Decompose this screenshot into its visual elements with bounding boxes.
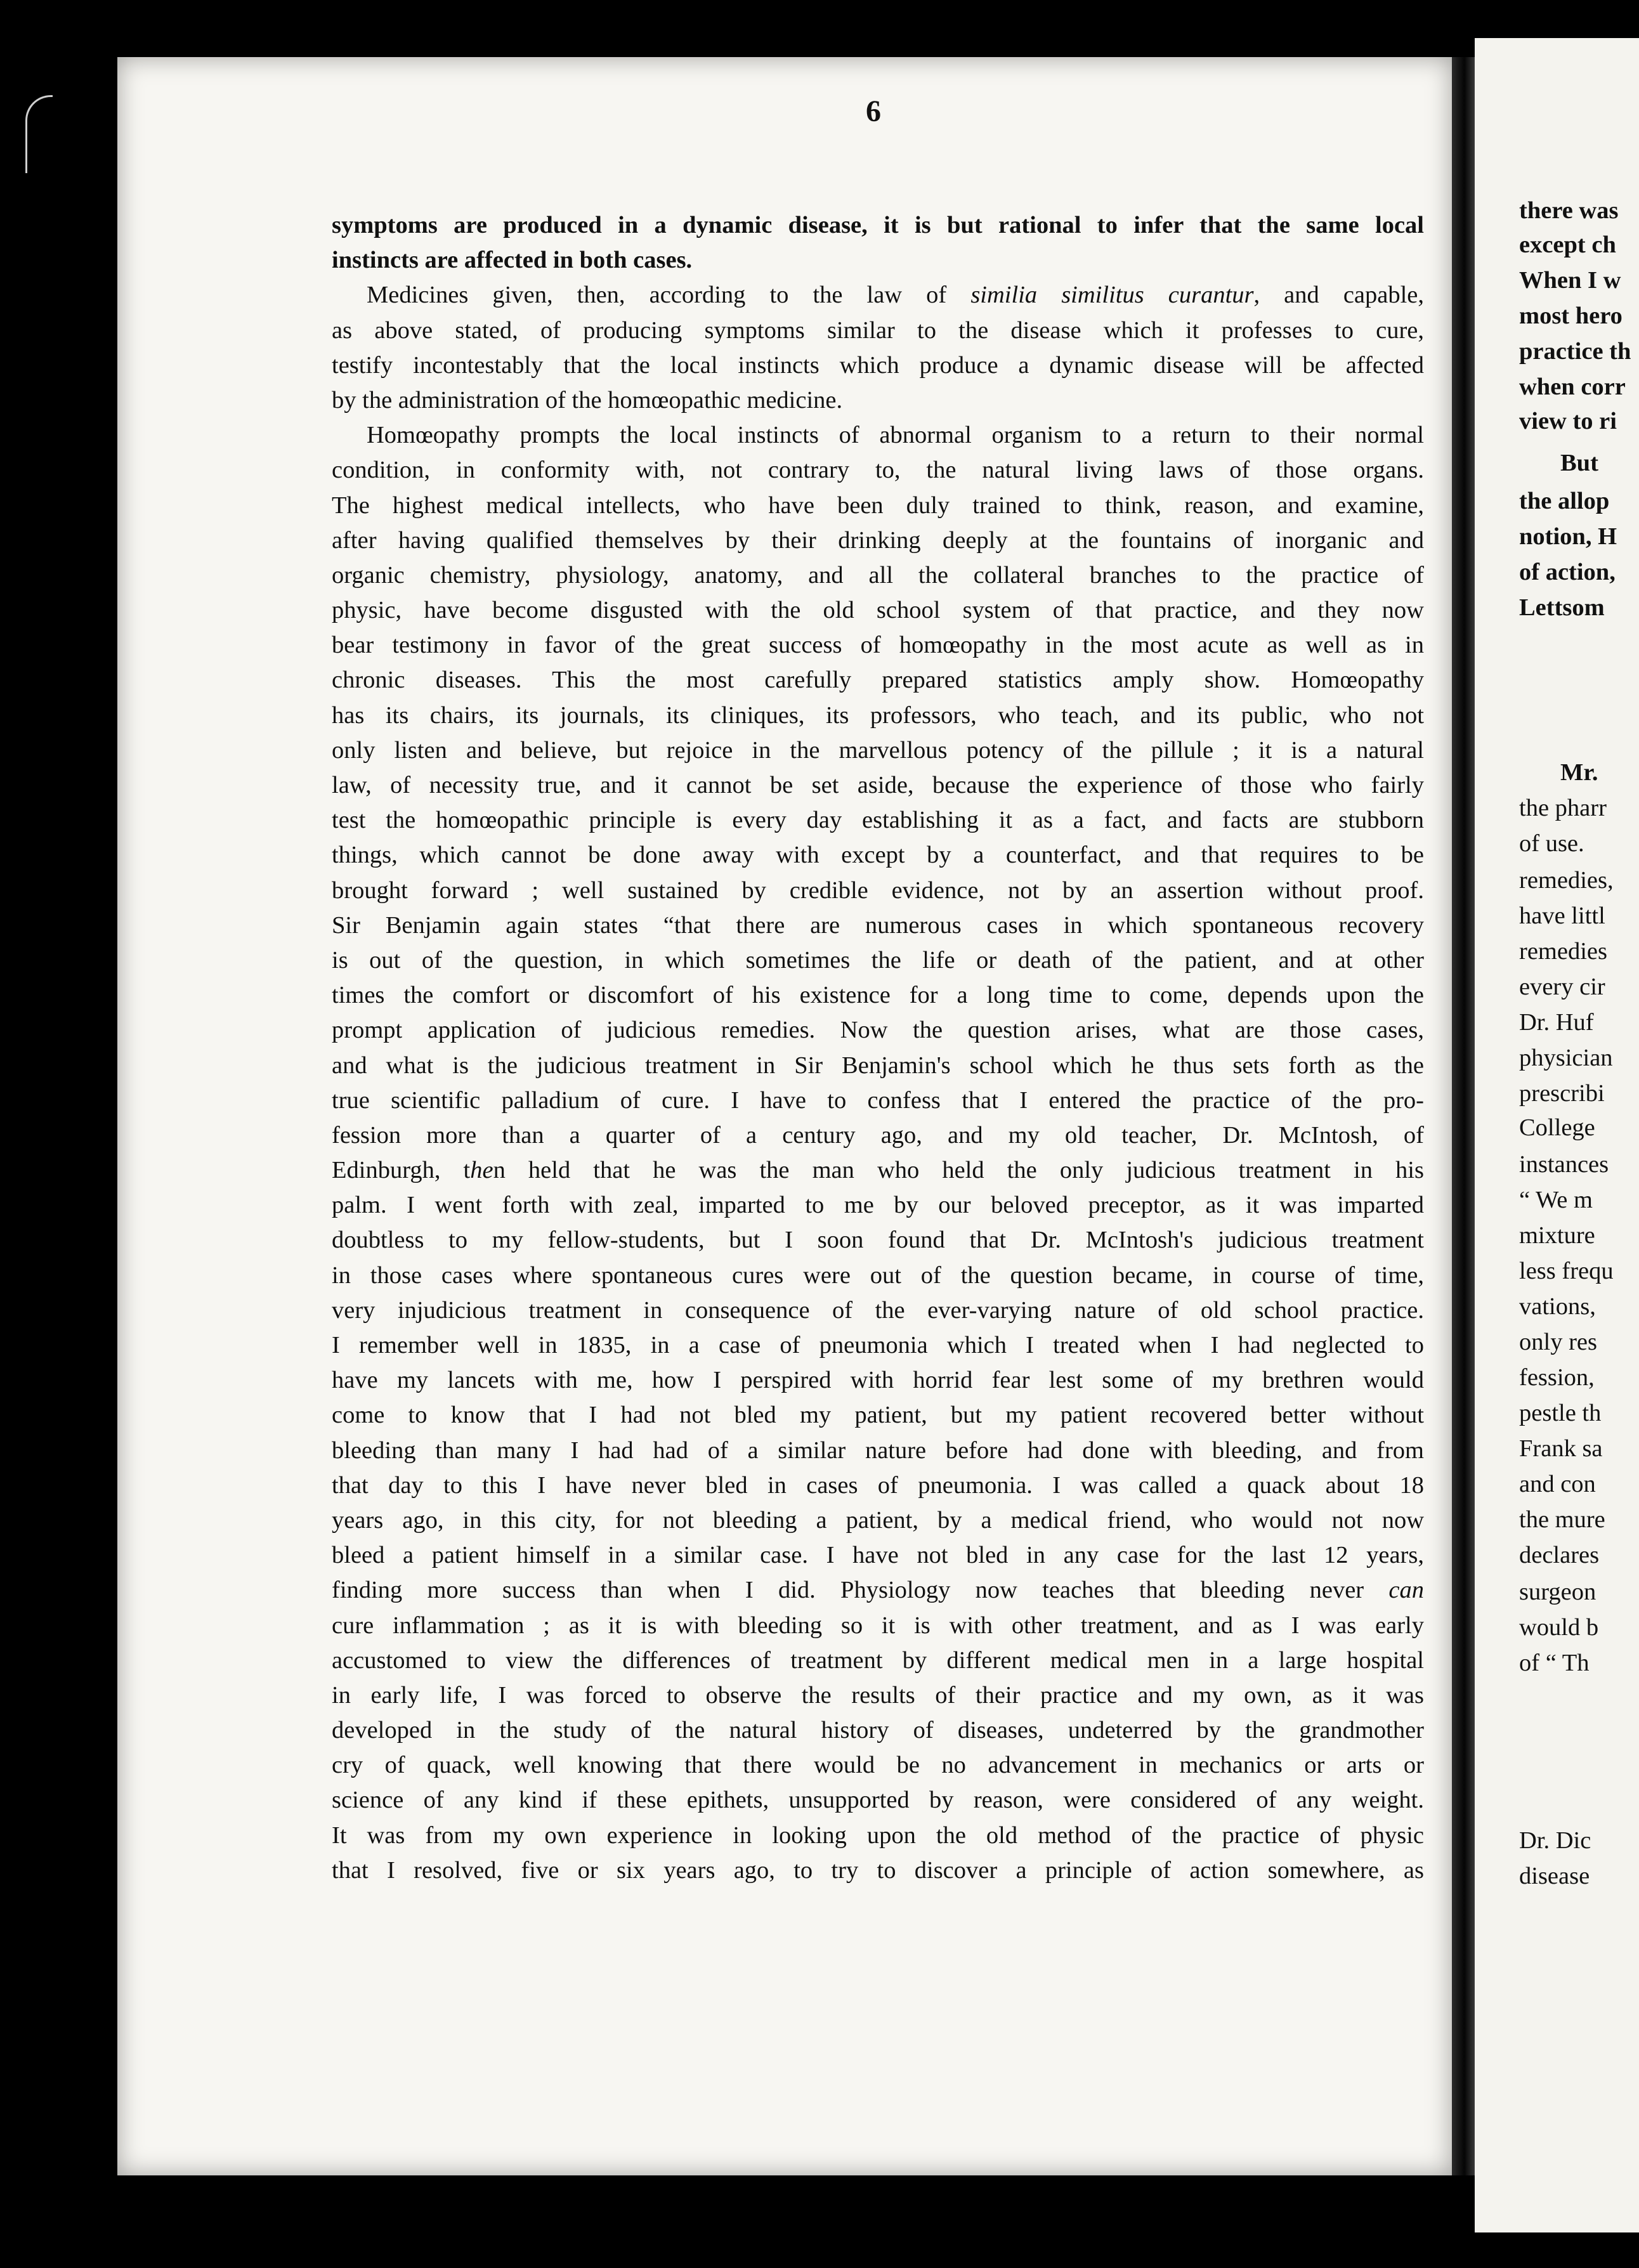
right-page-line: Dr. Huf: [1519, 1009, 1594, 1036]
right-page-line: have littl: [1519, 903, 1605, 929]
text-line: Homœopathy prompts the local instincts of abnormal organism to a return to their normal: [367, 422, 1424, 449]
right-page-line: the allop: [1519, 488, 1610, 514]
text-line: accustomed to view the differences of treatment by different medical men in a large hospital: [332, 1646, 1424, 1674]
right-page-line: when corr: [1519, 374, 1626, 400]
text-line: only listen and believe, but rejoice in the marvellous potency of the pillule ; it is a natural: [332, 736, 1424, 764]
right-page-line: prescribi: [1519, 1080, 1605, 1107]
right-page-line: every cir: [1519, 974, 1605, 1000]
text-line: as above stated, of producing symptoms similar to the disease which it professes to cure,: [332, 316, 1424, 344]
text-line: after having qualified themselves by their drinking deeply at the fountains of inorganic and: [332, 526, 1424, 554]
right-page-line: less frequ: [1519, 1258, 1614, 1284]
text-line: Medicines given, then, according to the law of similia similitus curantur, and capable,: [367, 282, 1424, 309]
right-page-line: only res: [1519, 1329, 1597, 1355]
text-line: Edinburgh, then held that he was the man who held the only judicious treatment in his: [332, 1157, 1424, 1184]
right-page-line: College: [1519, 1114, 1595, 1141]
right-page-line: “ We m: [1519, 1187, 1593, 1213]
main-text-block: [332, 208, 1424, 1888]
page-number: 6: [866, 94, 881, 128]
text-line: chronic diseases. This the most carefully prepared statistics amply show. Homœopathy: [332, 667, 1424, 694]
right-page-line: Frank sa: [1519, 1435, 1603, 1462]
text-line: has its chairs, its journals, its cliniques, its professors, who teach, and its public, who not: [332, 701, 1424, 729]
text-line: that day to this I have never bled in cases of pneumonia. I was called a quack about 18: [332, 1471, 1424, 1499]
text-line: condition, in conformity with, not contrary to, the natural living laws of those organs.: [332, 457, 1424, 484]
text-line: by the administration of the homœopathic medicine.: [332, 386, 843, 414]
right-page-line: the pharr: [1519, 795, 1607, 821]
right-page-line: declares: [1519, 1542, 1600, 1568]
right-page-line: Dr. Dic: [1519, 1827, 1591, 1854]
text-line: times the comfort or discomfort of his existence for a long time to come, depends upon the: [332, 982, 1424, 1009]
text-line: finding more success than when I did. Physiology now teaches that bleeding never can: [332, 1577, 1424, 1604]
text-line: years ago, in this city, for not bleeding a patient, by a medical friend, who would not now: [332, 1506, 1424, 1534]
right-page-line: would b: [1519, 1614, 1599, 1641]
right-page-line: instances: [1519, 1151, 1609, 1178]
text-line: brought forward ; well sustained by credible evidence, not by an assertion without proof.: [332, 877, 1424, 904]
right-page-line: of “ Th: [1519, 1650, 1590, 1676]
right-page-line: vations,: [1519, 1293, 1596, 1320]
page-gutter: [1452, 57, 1475, 2175]
right-page-line: mixture: [1519, 1222, 1595, 1249]
text-line: that I resolved, five or six years ago, to try to discover a principle of action somewhere, as: [332, 1856, 1424, 1884]
text-line: in early life, I was forced to observe the results of their practice and my own, as it was: [332, 1681, 1424, 1709]
text-line: come to know that I had not bled my patient, but my patient recovered better without: [332, 1402, 1424, 1429]
right-page-line: practice th: [1519, 338, 1631, 365]
right-page-line: surgeon: [1519, 1579, 1597, 1605]
text-line: science of any kind if these epithets, unsupported by reason, were considered of any weight.: [332, 1787, 1424, 1814]
right-page-line: remedies,: [1519, 867, 1614, 894]
text-line: very injudicious treatment in consequence of the ever-varying nature of old school practice.: [332, 1296, 1424, 1324]
right-page-line: the mure: [1519, 1506, 1605, 1533]
right-page-line: disease: [1519, 1863, 1590, 1889]
right-page-line: and con: [1519, 1471, 1596, 1497]
text-line: prompt application of judicious remedies. Now the question arises, what are those cases,: [332, 1017, 1424, 1044]
right-page-line: there was: [1519, 197, 1619, 224]
text-line: It was from my own experience in looking upon the old method of the practice of physic: [332, 1822, 1424, 1849]
text-line: symptoms are produced in a dynamic disease, it is but rational to infer that the same local: [332, 212, 1424, 238]
right-page-line: Lettsom: [1519, 594, 1605, 621]
text-line: law, of necessity true, and it cannot be set aside, because the experience of those who fairly: [332, 772, 1424, 798]
text-line: test the homœopathic principle is every day establishing it as a fact, and facts are stubborn: [332, 807, 1424, 834]
text-line: palm. I went forth with zeal, imparted to me by our beloved preceptor, as it was imparted: [332, 1192, 1424, 1219]
right-page-line: of action,: [1519, 559, 1616, 585]
text-line: testify incontestably that the local instincts which produce a dynamic disease will be affected: [332, 351, 1424, 379]
text-line: I remember well in 1835, in a case of pneumonia which I treated when I had neglected to: [332, 1332, 1424, 1359]
right-page-line: pestle th: [1519, 1400, 1602, 1426]
text-line: in those cases where spontaneous cures were out of the question became, in course of time,: [332, 1261, 1424, 1289]
text-line: cure inflammation ; as it is with bleeding so it is with other treatment, and as I was early: [332, 1612, 1424, 1639]
text-line: bear testimony in favor of the great success of homœopathy in the most acute as well as in: [332, 632, 1424, 659]
scan-edge-mark: [25, 95, 53, 173]
right-page-line: most hero: [1519, 303, 1623, 329]
right-page-line: except ch: [1519, 231, 1616, 258]
text-line: true scientific palladium of cure. I have to confess that I entered the practice of the pro-: [332, 1086, 1424, 1114]
text-line: cry of quack, well knowing that there would be no advancement in mechanics or arts or: [332, 1752, 1424, 1779]
text-line: bleeding than many I had had of a similar nature before had done with bleeding, and from: [332, 1437, 1424, 1464]
right-page-line: When I w: [1519, 267, 1621, 294]
text-line: bleed a patient himself in a similar case. I have not bled in any case for the last 12 years,: [332, 1542, 1424, 1569]
text-line: fession more than a quarter of a century ago, and my old teacher, Dr. McIntosh, of: [332, 1121, 1424, 1149]
text-line: is out of the question, in which sometimes the life or death of the patient, and at other: [332, 946, 1424, 974]
text-line: The highest medical intellects, who have been duly trained to think, reason, and examine,: [332, 492, 1424, 519]
text-line: developed in the study of the natural history of diseases, undeterred by the grandmother: [332, 1717, 1424, 1744]
right-page-line: fession,: [1519, 1364, 1595, 1391]
text-line: things, which cannot be done away with except by a counterfact, and that requires to be: [332, 842, 1424, 869]
right-page-line: But: [1560, 450, 1598, 476]
text-line: instincts are affected in both cases.: [332, 247, 693, 274]
text-line: physic, have become disgusted with the old school system of that practice, and they now: [332, 597, 1424, 624]
right-page-line: physician: [1519, 1045, 1613, 1071]
right-page-line: notion, H: [1519, 523, 1617, 550]
right-page-line: Mr.: [1560, 759, 1598, 786]
right-page-line: view to ri: [1519, 408, 1617, 434]
text-line: and what is the judicious treatment in Sir Benjamin's school which he thus sets forth as the: [332, 1052, 1424, 1079]
right-page-line: remedies: [1519, 938, 1607, 965]
text-line: doubtless to my fellow-students, but I soon found that Dr. McIntosh's judicious treatment: [332, 1227, 1424, 1254]
text-line: Sir Benjamin again states “that there are numerous cases in which spontaneous recovery: [332, 911, 1424, 939]
text-line: organic chemistry, physiology, anatomy, and all the collateral branches to the practice of: [332, 561, 1424, 589]
right-page-line: of use.: [1519, 830, 1584, 857]
text-line: have my lancets with me, how I perspired with horrid fear lest some of my brethren would: [332, 1367, 1424, 1394]
